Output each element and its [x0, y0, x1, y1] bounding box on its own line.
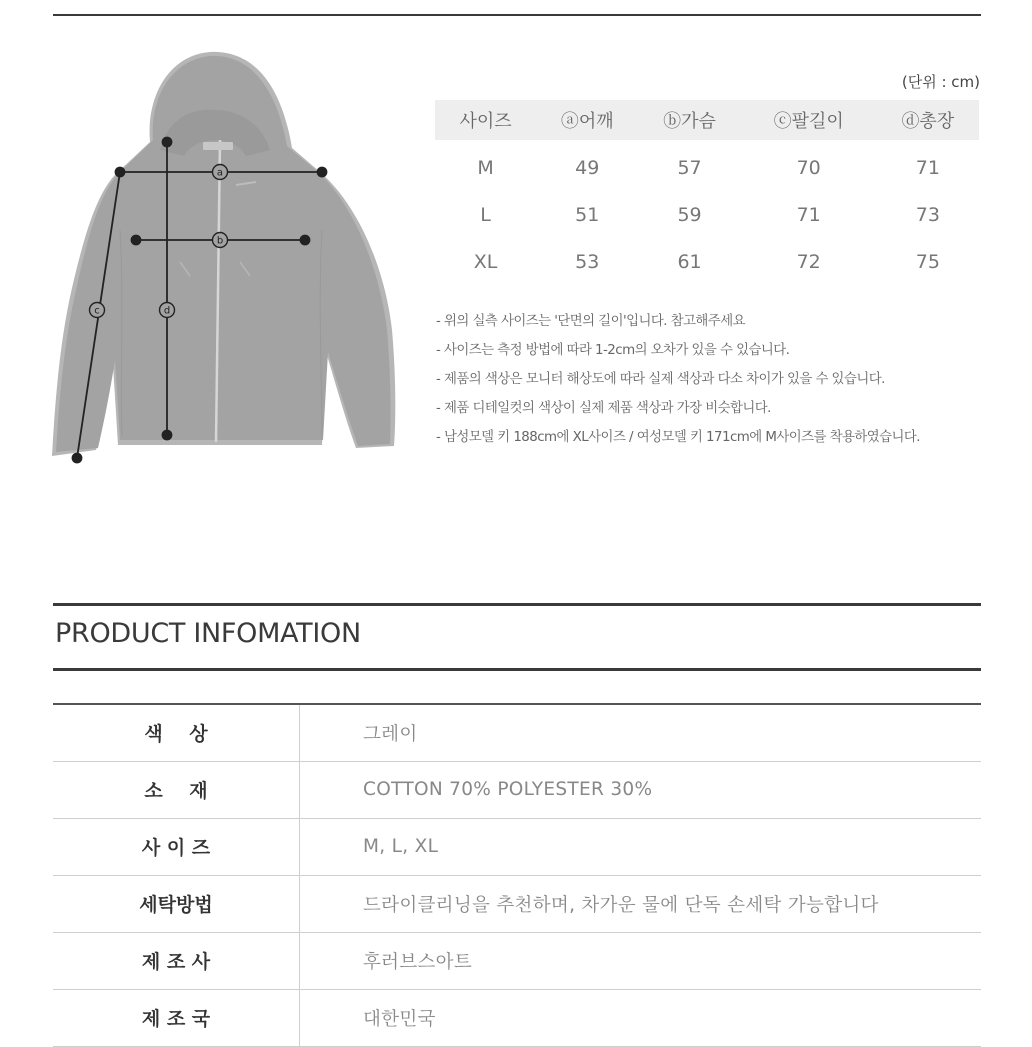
svg-text:b: b	[216, 235, 224, 247]
measure-point	[132, 236, 141, 245]
size-cell: 75	[915, 250, 940, 273]
svg-text:a: a	[216, 167, 224, 179]
hoodie-measurement-diagram	[40, 45, 400, 475]
header-chest: ⓑ가슴	[638, 100, 740, 140]
note-item: - 제품 디테일컷의 색상이 실제 제품 색상과 가장 비슷합니다.	[436, 401, 771, 416]
measure-label-b	[213, 233, 228, 248]
size-cell: 51	[575, 203, 600, 226]
size-cell: XL	[473, 250, 498, 273]
info-key: 소 재	[53, 761, 300, 818]
size-cell: 59	[677, 203, 702, 226]
measure-point	[163, 431, 172, 440]
info-row-origin	[53, 989, 981, 1046]
hoodie-illustration	[52, 52, 395, 456]
size-chart-table	[435, 100, 979, 285]
svg-text:c: c	[94, 305, 100, 317]
size-cell: 72	[796, 250, 821, 273]
size-cell: M	[477, 156, 494, 179]
info-value: 대한민국	[300, 989, 982, 1046]
note-item: - 사이즈는 측정 방법에 따라 1-2cm의 오차가 있을 수 있습니다.	[436, 343, 790, 358]
size-cell: 71	[915, 156, 940, 179]
measure-point	[301, 236, 310, 245]
info-key: 세탁방법	[53, 875, 300, 932]
info-value: 그레이	[300, 704, 982, 761]
size-cell: 57	[677, 156, 702, 179]
info-key: 색 상	[53, 704, 300, 761]
header-size: 사이즈	[435, 100, 536, 140]
unit-label: (단위 : cm)	[901, 73, 980, 91]
info-value: 드라이클리닝을 추천하며, 차가운 물에 단독 손세탁 가능합니다	[300, 875, 982, 932]
info-row-material	[53, 761, 981, 818]
size-cell: 49	[575, 156, 600, 179]
measure-label-a	[213, 165, 228, 180]
size-notes-list	[436, 307, 996, 452]
info-row-manufacturer	[53, 932, 981, 989]
note-item: - 남성모델 키 188cm에 XL사이즈 / 여성모델 키 171cm에 M사이즈를 착용하였습니다.	[436, 430, 920, 445]
info-row-size	[53, 818, 981, 875]
size-row-m	[435, 140, 979, 191]
info-key: 제 조 국	[53, 989, 300, 1046]
size-row-l	[435, 191, 979, 238]
top-divider	[53, 14, 981, 16]
info-value: COTTON 70% POLYESTER 30%	[300, 761, 982, 818]
info-key: 사 이 즈	[53, 818, 300, 875]
info-value: M, L, XL	[300, 818, 982, 875]
note-item: - 제품의 색상은 모니터 해상도에 따라 실제 색상과 다소 차이가 있을 수 있습니다.	[436, 372, 885, 387]
size-cell: 73	[915, 203, 940, 226]
measure-label-c	[90, 303, 105, 318]
info-value: 후러브스아트	[300, 932, 982, 989]
product-info-heading: PRODUCT INFOMATION	[55, 618, 361, 649]
size-cell: 53	[575, 250, 600, 273]
product-info-bottom-rule	[53, 668, 981, 671]
info-key: 제 조 사	[53, 932, 300, 989]
measure-label-d	[160, 303, 175, 318]
size-cell: 71	[796, 203, 821, 226]
size-row-xl	[435, 238, 979, 285]
header-shoulder: ⓐ어깨	[536, 100, 638, 140]
header-length: ⓓ총장	[877, 100, 979, 140]
info-row-washing	[53, 875, 981, 932]
size-cell: 61	[677, 250, 702, 273]
size-chart-header-row	[435, 100, 979, 140]
note-item: - 위의 실측 사이즈는 '단면의 길이'입니다. 참고해주세요	[436, 314, 745, 329]
svg-text:d: d	[163, 305, 171, 317]
measure-point	[163, 138, 172, 147]
size-cell: 70	[796, 156, 821, 179]
product-info-table	[53, 703, 981, 1047]
header-sleeve: ⓒ팔길이	[741, 100, 877, 140]
info-row-color	[53, 704, 981, 761]
product-info-top-rule	[53, 603, 981, 606]
measure-point	[318, 168, 327, 177]
measure-point	[73, 454, 82, 463]
size-cell: L	[480, 203, 491, 226]
